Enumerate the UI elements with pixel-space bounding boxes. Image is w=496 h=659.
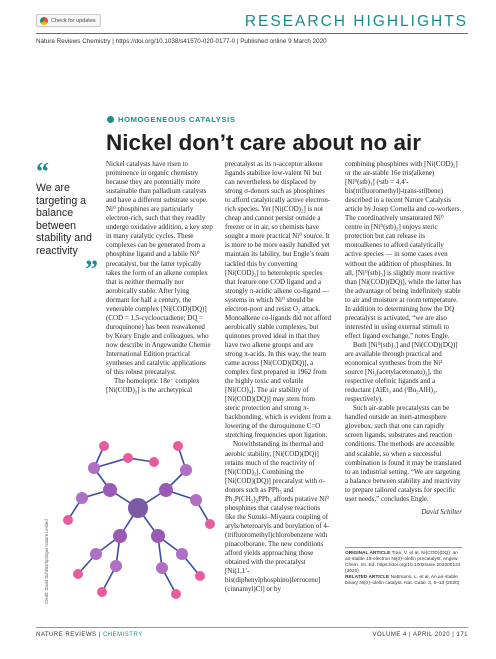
atom <box>156 562 168 574</box>
atom <box>90 548 102 560</box>
paragraph: combining phosphines with [Ni(COD)₂] or the air-stable 16e tris(alkene) [Ni⁰(stb)₃] (ˢstb = 4,4′-bis(trifluoromethyl)-trans-stilbene) described in a recent Nature Catalysis article by Josep Cornella and co-workers. The coordinatively unsaturated Ni⁰ centre in [Ni⁰(stb)₃] enjoys steric protection but can release its monoalkenes to afford catalytically active species — in some cases even without the addition of phosphines. In all, [Ni⁰(stb)₃] is slightly more reactive than [Ni(COD)(DQ)], while the latter has the advantage of being indefinitely stable to air and moisture at room temperature. In addition to determining how the DQ precatalyst is activated, “we are also interested in using external stimuli to effect ligand exchange,” notes Engle. <box>345 160 462 340</box>
atom <box>63 515 73 525</box>
published-date: Published online 9 March 2020 <box>240 38 327 45</box>
paragraph: Notwithstanding its thermal and aerobic stability, [Ni(COD)(DQ)] retains much of the reactivity of [Ni(COD)₂]. Combining the [Ni(COD)(DQ)] precatalyst with σ-donors such as PPh₃ and Ph₂P(CH₂)₂PPh₂ affords putative Ni⁰ phosphines that catalyse reactions like the Suzuki–Miyaura coupling of aryls/heteroaryls and borylation of 4-(trifluoromethyl)chlorobenzene with pinacolborane. The new conditions afford yields approaching those obtained with the precatalyst [Ni(1,1′-bis(diphenylphosphino)ferrocene](cinnamyl)Cl] or by <box>225 440 330 594</box>
atom <box>159 483 173 497</box>
atom <box>113 529 127 543</box>
paragraph: Such air-stable precatalysts can be handled outside an inert-atmosphere glovebox, such that one can rapidly screen ligands, substrates and reaction conditions. The methods are accessible and scalable, so when a successful combination is found it may be translated to an industrial setting. “We are targeting a balance between stability and reactivity to prepare tailored catalysts for specific user needs,” concludes Engle. <box>345 404 462 503</box>
related-article-text[interactable]: Nattmann, L. et al. An air-stable binary Ni(0)–olefin catalyst. Nat. Catal. 3, 6–13 (2020) <box>345 575 460 586</box>
pull-quote <box>36 157 98 284</box>
atom <box>97 587 107 597</box>
references-box <box>345 547 462 587</box>
footer-volume-page: VOLUME 4 | APRIL 2020 | 171 <box>372 632 468 638</box>
atom <box>76 492 88 504</box>
atom <box>171 589 181 599</box>
footer-journal <box>36 632 143 638</box>
atom <box>190 494 202 506</box>
atom <box>123 453 133 463</box>
atom <box>195 571 205 581</box>
category-bullet-icon <box>107 116 114 123</box>
header-rule <box>36 33 468 34</box>
open-quote-icon: “ <box>36 157 49 186</box>
paragraph: Nickel catalysts have risen to prominence in organic chemistry because they are potentially more sustainable than palladium catalysts and have a different substrate scope. Ni⁰ phosphines are particularly electron-rich, such that they readily undergo oxidative addition, a key step in many catalytic cycles. These complexes can be generated from a phosphine ligand and a labile Ni⁰ precatalyst, but the latter typically takes the form of an alkene complex that is neither thermally nor aerobically stable. After lying dormant for half a century, the venerable complex [Ni(COD)(DQ)] (COD = 1,5-cyclooctadiene; DQ = duroquinone) has been reawakened by Keary Engle and colleagues, who now describe in Angewandte Chemie International Edition practical syntheses and catalytic applications of this robust precatalyst. <box>106 160 213 377</box>
figure-credit: Credit: David Schilter/Springer Nature Limited <box>44 519 49 604</box>
close-quote-icon: ” <box>85 254 98 284</box>
category-text: HOMOGENEOUS CATALYSIS <box>118 115 236 124</box>
related-article-label: RELATED ARTICLE <box>345 575 390 580</box>
nickel-atom <box>128 498 148 518</box>
article-title: Nickel don’t care about no air <box>106 130 422 155</box>
pull-quote-text: We are targeting a balance between stability and reactivity <box>36 182 92 257</box>
atom <box>173 441 183 451</box>
atom <box>180 464 192 476</box>
paragraph: The homoleptic 18e⁻ complex [Ni(COD)₂] is the archetypical <box>106 377 200 395</box>
atoms <box>63 441 215 599</box>
separator: | <box>98 632 101 638</box>
check-for-updates-badge[interactable] <box>36 14 101 27</box>
journal-name: Nature Reviews Chemistry <box>36 38 111 45</box>
original-article-label: ORIGINAL ARTICLE <box>345 551 391 556</box>
footer-journal-subtitle: CHEMISTRY <box>102 632 143 638</box>
paragraph: precatalyst as its π-acceptor alkene ligands stabilize low-valent Ni but can nevertheless be displaced by strong σ-donors such as phosphines to afford catalytically active electron-rich species. Yet [Ni(COD)₂] is not cheap and cannot persist outside a freezer or in air, so chemists have sought a more practical Ni⁰ source. It is more to be more easily handled yet maintain its lability, but Engle’s team tackled this by converting [Ni(COD)₂] to heteroleptic species that feature one COD ligand and a strongly π-acidic alkene co-ligand — systems in which Ni⁰ should be electron-poor and resist O₂ attack. Monoalkene co-ligands did not afford aerobically stable complexes, but quinones proved ideal in that they have two alkene groups and are strong π-acids. In this way, the team came across [Ni(COD)(DQ)], a complex first prepared in 1962 from the highly toxic and volatile [Ni(CO)₄]. The air stability of [Ni(COD)(DQ)] may stem from steric protection and strong π-backbonding, which is evident from a lowering of the duroquinone C=O stretching frequencies upon ligation. <box>225 160 332 440</box>
body-column-2 <box>225 160 331 594</box>
section-title: RESEARCH HIGHLIGHTS <box>244 13 468 30</box>
check-updates-label: Check for updates <box>51 17 96 24</box>
category-label <box>107 115 236 124</box>
molecule-illustration <box>58 428 218 614</box>
atom <box>176 548 188 560</box>
body-column-3 <box>345 160 462 517</box>
atom <box>151 529 165 543</box>
atom <box>205 519 215 529</box>
footer-journal-name: NATURE REVIEWS <box>36 632 97 638</box>
separator: | <box>236 38 239 45</box>
atom <box>103 483 117 497</box>
original-article-text[interactable]: Tran, V. et al. Ni(COD)(DQ): an air-stable 18-electron Ni(0)–olefin precatalyst. Angew. Chem. Int. Ed. https://doi.org/10.1002/anie.202000124 (2020) <box>345 551 461 574</box>
byline: David Schilter <box>421 507 462 516</box>
atom <box>88 462 100 474</box>
article-info <box>36 38 327 45</box>
paragraph: Both [Ni⁰(stb)₃] and [Ni(COD)(DQ)] are available through practical and economical syntheses from the Ni² source [Ni₂(acetylacetonato)₂], the respective olefinic ligands and a reductant (AlEt₃ and (ⁱBu₂AlH)₂, respectively). <box>345 340 458 404</box>
footer-rule <box>36 627 468 628</box>
atom <box>73 569 83 579</box>
atom <box>99 441 109 451</box>
check-updates-icon <box>40 17 48 25</box>
atom <box>110 560 122 572</box>
atom <box>149 457 159 467</box>
doi-link[interactable]: https://doi.org/10.1038/s41570-020-0177-0 <box>115 38 236 45</box>
body-column-1 <box>106 160 213 395</box>
separator: | <box>112 38 114 45</box>
